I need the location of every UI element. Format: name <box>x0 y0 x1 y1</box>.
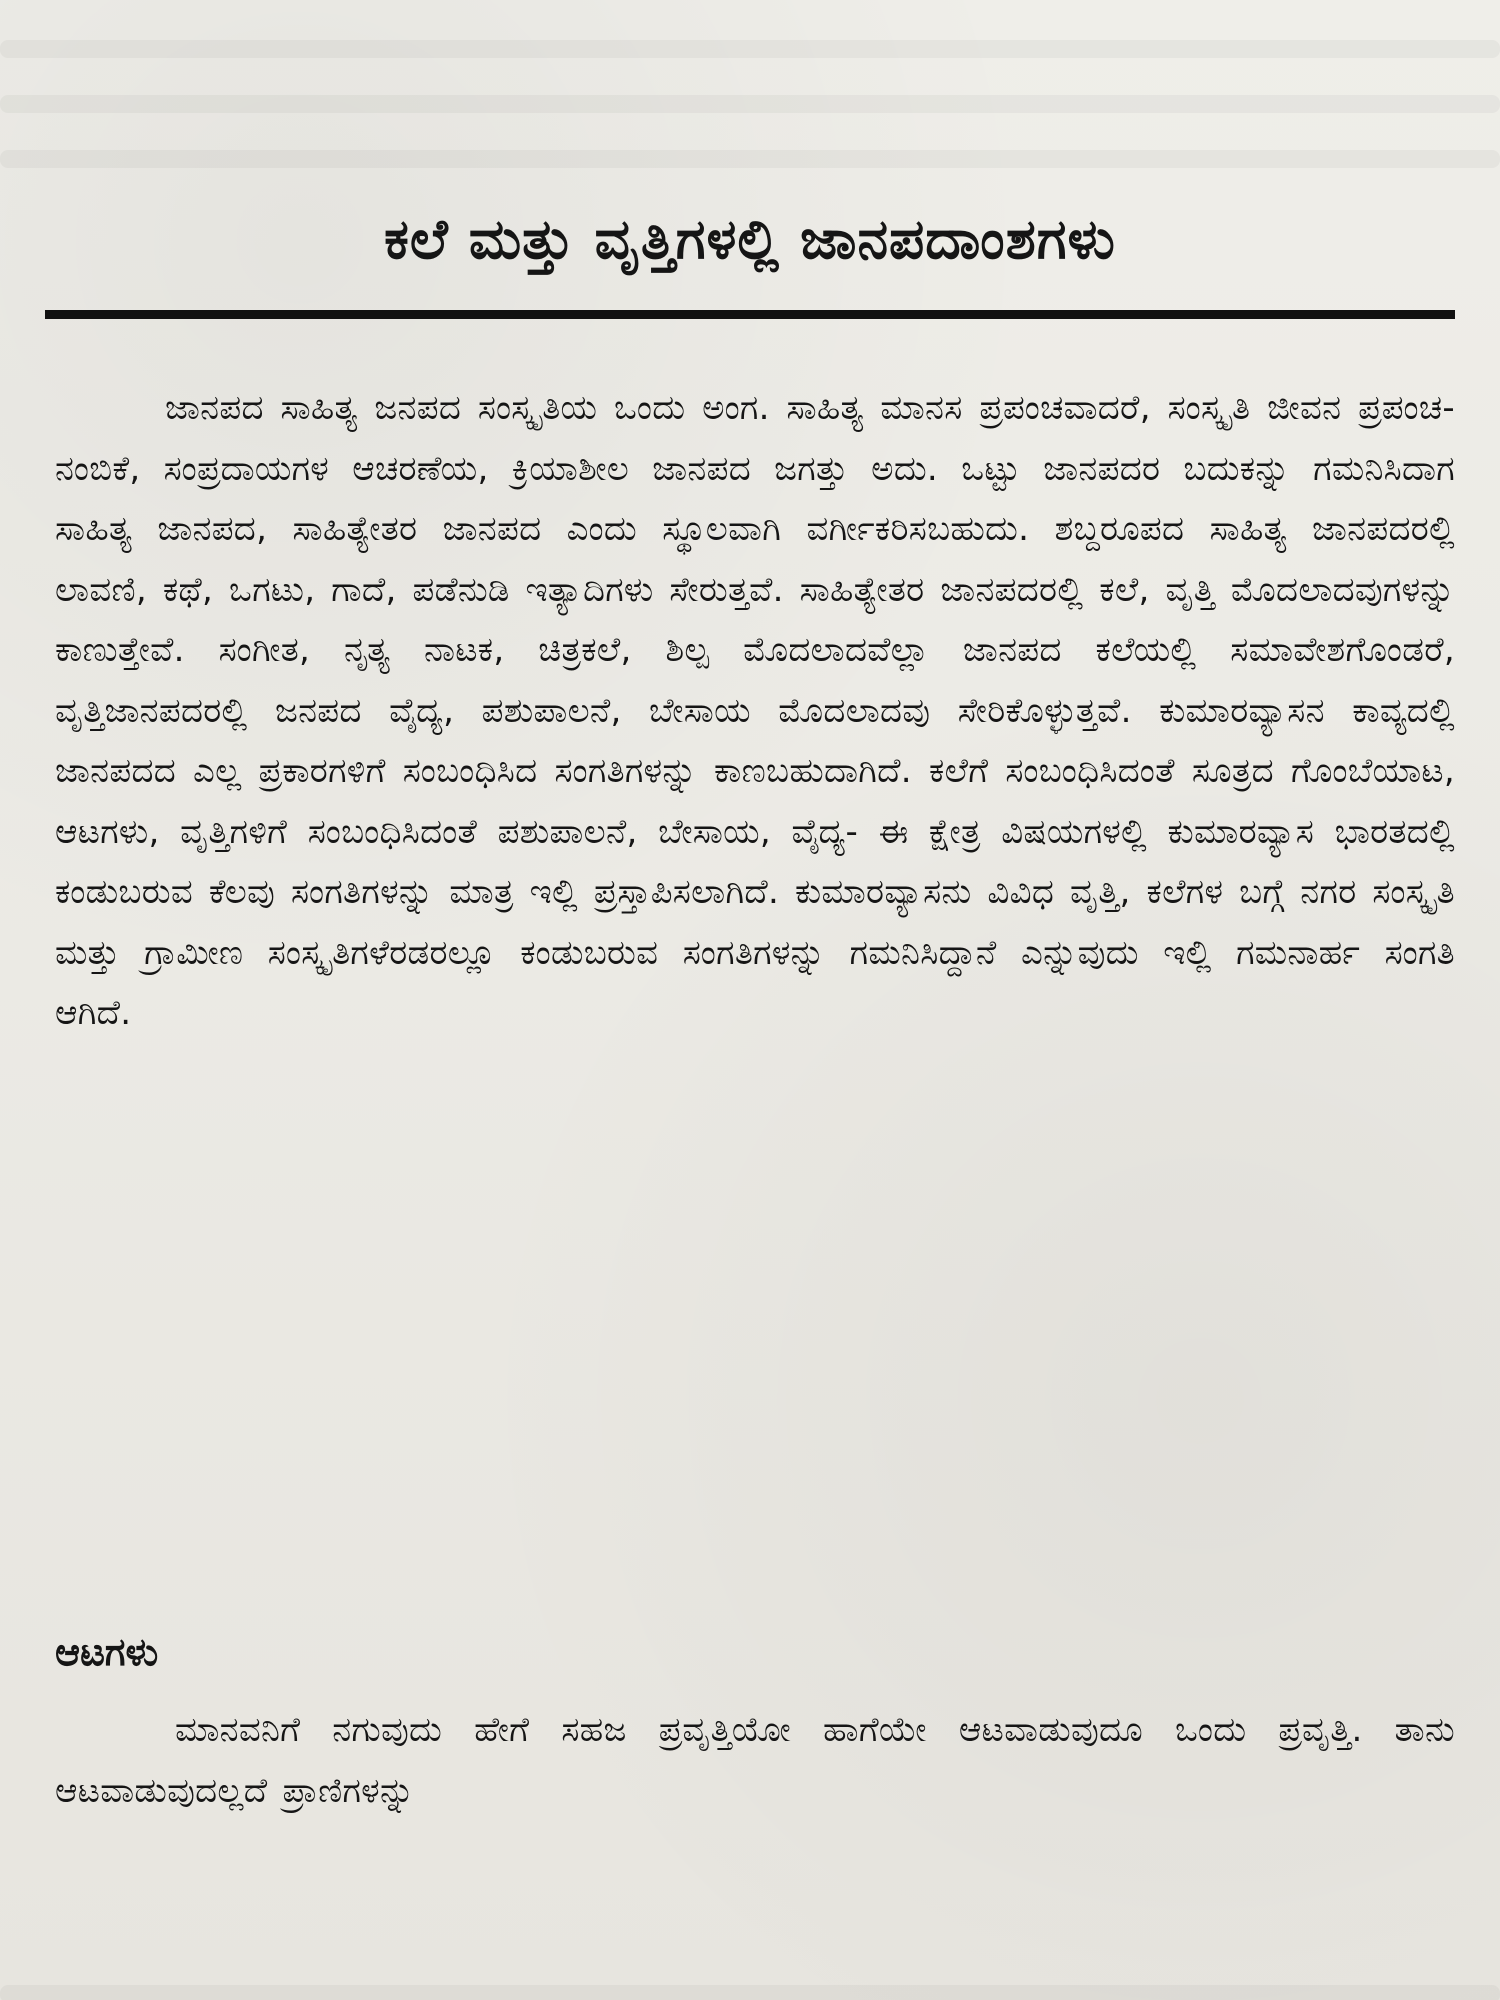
main-article-text <box>55 378 1455 1044</box>
page-title: ಕಲೆ ಮತ್ತು ವೃತ್ತಿಗಳಲ್ಲಿ ಜಾನಪದಾಂಶಗಳು <box>384 207 1116 271</box>
paragraph-1: ಜಾನಪದ ಸಾಹಿತ್ಯ ಜನಪದ ಸಂಸ್ಕೃತಿಯ ಒಂದು ಅಂಗ. ಸಾಹಿತ್ಯ ಮಾನಸ ಪ್ರಪಂಚವಾದರೆ, ಸಂಸ್ಕೃತಿ ಜೀವನ ಪ್ರಪಂಚ- ನಂಬಿಕೆ, ಸಂಪ್ರದಾಯಗಳ ಆಚರಣೆಯ, ಕ್ರಿಯಾಶೀಲ ಜಾನಪದ ಜಗತ್ತು ಅದು. ಒಟ್ಟು ಜಾನಪದರ ಬದುಕನ್ನು ಗಮನಿಸಿದಾಗ ಸಾಹಿತ್ಯ ಜಾನಪದ, ಸಾಹಿತ್ಯೇತರ ಜಾನಪದ ಎಂದು ಸ್ಥೂಲವಾಗಿ ವರ್ಗೀಕರಿಸಬಹುದು. ಶಬ್ದರೂಪದ ಸಾಹಿತ್ಯ ಜಾನಪದರಲ್ಲಿ ಲಾವಣಿ, ಕಥೆ, ಒಗಟು, ಗಾದೆ, ಪಡೆನುಡಿ ಇತ್ಯಾದಿಗಳು ಸೇರುತ್ತವೆ. ಸಾಹಿತ್ಯೇತರ ಜಾನಪದರಲ್ಲಿ ಕಲೆ, ವೃತ್ತಿ ಮೊದಲಾದವುಗಳನ್ನು ಕಾಣುತ್ತೇವೆ. ಸಂಗೀತ, ನೃತ್ಯ ನಾಟಕ, ಚಿತ್ರಕಲೆ, ಶಿಲ್ಪ ಮೊದಲಾದವೆಲ್ಲಾ ಜಾನಪದ ಕಲೆಯಲ್ಲಿ ಸಮಾವೇಶಗೊಂಡರೆ, ವೃತ್ತಿಜಾನಪದರಲ್ಲಿ ಜನಪದ ವೈದ್ಯ, ಪಶುಪಾಲನೆ, ಬೇಸಾಯ ಮೊದಲಾದವು ಸೇರಿಕೊಳ್ಳುತ್ತವೆ. ಕುಮಾರವ್ಯಾಸನ ಕಾವ್ಯದಲ್ಲಿ ಜಾನಪದದ ಎಲ್ಲ ಪ್ರಕಾರಗಳಿಗೆ ಸಂಬಂಧಿಸಿದ ಸಂಗತಿಗಳನ್ನು ಕಾಣಬಹುದಾಗಿದೆ. ಕಲೆಗೆ ಸಂಬಂಧಿಸಿದಂತೆ ಸೂತ್ರದ ಗೊಂಬೆಯಾಟ, ಆಟಗಳು, ವೃತ್ತಿಗಳಿಗೆ ಸಂಬಂಧಿಸಿದಂತೆ ಪಶುಪಾಲನೆ, ಬೇಸಾಯ, ವೈದ್ಯ- ಈ ಕ್ಷೇತ್ರ ವಿಷಯಗಳಲ್ಲಿ ಕುಮಾರವ್ಯಾಸ ಭಾರತದಲ್ಲಿ ಕಂಡುಬರುವ ಕೆಲವು ಸಂಗತಿಗಳನ್ನು ಮಾತ್ರ ಇಲ್ಲಿ ಪ್ರಸ್ತಾಪಿಸಲಾಗಿದೆ. ಕುಮಾರವ್ಯಾಸನು ವಿವಿಧ ವೃತ್ತಿ, ಕಲೆಗಳ ಬಗ್ಗೆ ನಗರ ಸಂಸ್ಕೃತಿ ಮತ್ತು ಗ್ರಾಮೀಣ ಸಂಸ್ಕೃತಿಗಳೆರಡರಲ್ಲೂ ಕಂಡುಬರುವ ಸಂಗತಿಗಳನ್ನು ಗಮನಿಸಿದ್ದಾನೆ ಎನ್ನುವುದು ಇಲ್ಲಿ ಗಮನಾರ್ಹ ಸಂಗತಿ ಆಗಿದೆ. <box>55 388 1455 1033</box>
section-heading: ಆಟಗಳು <box>55 1630 159 1674</box>
show-through-text <box>0 1985 1500 2000</box>
show-through-text <box>0 150 1500 168</box>
section-text <box>55 1700 1455 1821</box>
show-through-text <box>0 40 1500 58</box>
show-through-text <box>0 95 1500 113</box>
title-rule <box>45 310 1455 319</box>
paragraph-2: ಮಾನವನಿಗೆ ನಗುವುದು ಹೇಗೆ ಸಹಜ ಪ್ರವೃತ್ತಿಯೋ ಹಾಗೆಯೇ ಆಟವಾಡುವುದೂ ಒಂದು ಪ್ರವೃತ್ತಿ. ತಾನು ಆಟವಾಡುವುದಲ್ಲದೆ ಪ್ರಾಣಿಗಳನ್ನು <box>55 1710 1455 1811</box>
